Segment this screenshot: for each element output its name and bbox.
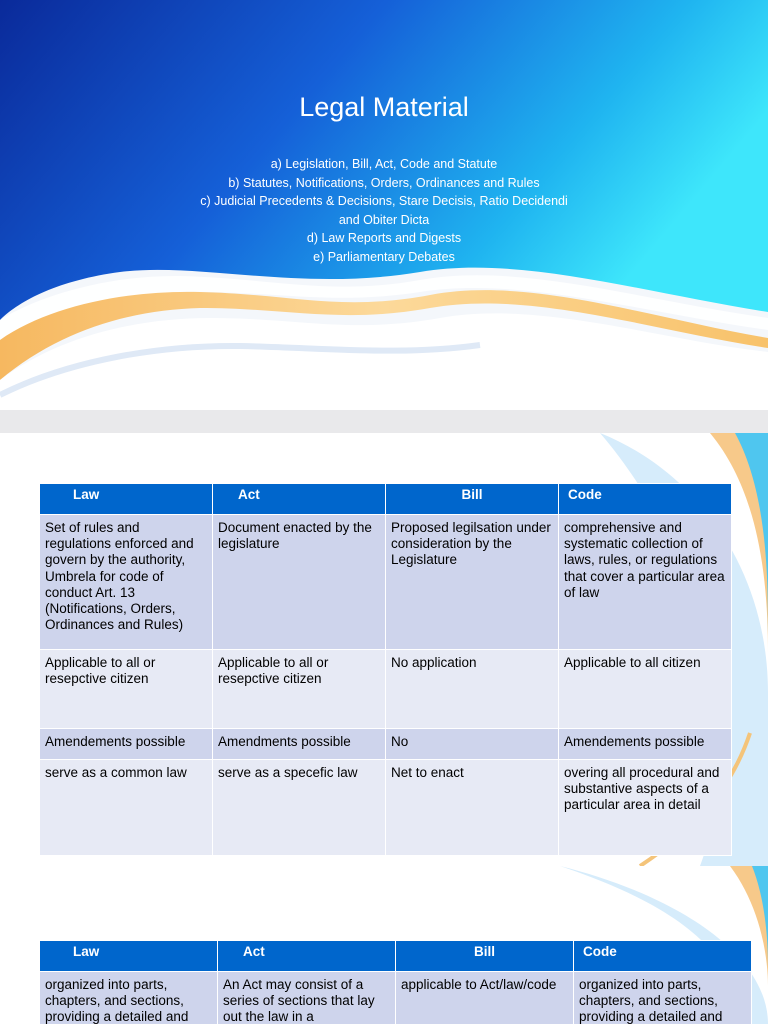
- table-cell: organized into parts, chapters, and sections, providing a detailed and: [574, 972, 752, 1024]
- subtitle-list: [200, 155, 568, 266]
- comparison-table-1: [39, 483, 732, 856]
- header-code: Code: [559, 484, 732, 515]
- table-cell: Applicable to all or resepctive citizen: [40, 650, 213, 729]
- subtitle-line: e) Parliamentary Debates: [313, 249, 455, 264]
- table-cell: serve as a common law: [40, 760, 213, 856]
- subtitle-line: a) Legislation, Bill, Act, Code and Statute: [270, 157, 498, 171]
- table-header-row: [40, 941, 752, 972]
- table-cell: organized into parts, chapters, and sections, providing a detailed and: [40, 972, 218, 1024]
- table-cell: No: [386, 729, 559, 760]
- table-cell: comprehensive and systematic collection of laws, rules, or regulations that cover a particular area of law: [559, 515, 732, 650]
- table-cell: No application: [386, 650, 559, 729]
- table-cell: An Act may consist of a series of sections that lay out the law in a: [218, 972, 396, 1024]
- table-cell: Net to enact: [386, 760, 559, 856]
- header-bill: Bill: [386, 484, 559, 515]
- comparison-table-2: [39, 940, 752, 1024]
- subtitle-line: b) Statutes, Notifications, Orders, Ordinances and Rules: [228, 175, 540, 190]
- header-act: Act: [218, 941, 396, 972]
- header-code: Code: [574, 941, 752, 972]
- table-cell: Amendments possible: [213, 729, 386, 760]
- title-slide: [0, 0, 768, 410]
- table-row: [40, 515, 732, 650]
- header-bill: Bill: [396, 941, 574, 972]
- subtitle-line: d) Law Reports and Digests: [306, 231, 462, 245]
- table-cell: Amendements possible: [40, 729, 213, 760]
- header-act: Act: [213, 484, 386, 515]
- table-row: [40, 972, 752, 1024]
- header-law: Law: [40, 941, 218, 972]
- table-cell: Document enacted by the legislature: [213, 515, 386, 650]
- table-cell: Proposed legilsation under consideration by the Legislature: [386, 515, 559, 650]
- table-row: [40, 729, 732, 760]
- comparison-slide-2: [0, 866, 768, 1024]
- table-cell: serve as a specefic law: [213, 760, 386, 856]
- header-law: Law: [40, 484, 213, 515]
- table-cell: Applicable to all or resepctive citizen: [213, 650, 386, 729]
- table-cell: overing all procedural and substantive aspects of a particular area in detail: [559, 760, 732, 856]
- table-cell: Applicable to all citizen: [559, 650, 732, 729]
- table-cell: applicable to Act/law/code: [396, 972, 574, 1024]
- table-row: [40, 650, 732, 729]
- table-header-row: [40, 484, 732, 515]
- comparison-slide-1: [0, 433, 768, 866]
- table-row: [40, 760, 732, 856]
- slide-title: Legal Material: [299, 92, 469, 122]
- subtitle-line: c) Judicial Precedents & Decisions, Stare Decisis, Ratio Decidendi and Obiter Dicta: [200, 194, 568, 227]
- table-cell: Amendements possible: [559, 729, 732, 760]
- table-cell: Set of rules and regulations enforced and govern by the authority, Umbrela for code of conduct Art. 13 (Notifications, Orders, Ordinances and Rules): [40, 515, 213, 650]
